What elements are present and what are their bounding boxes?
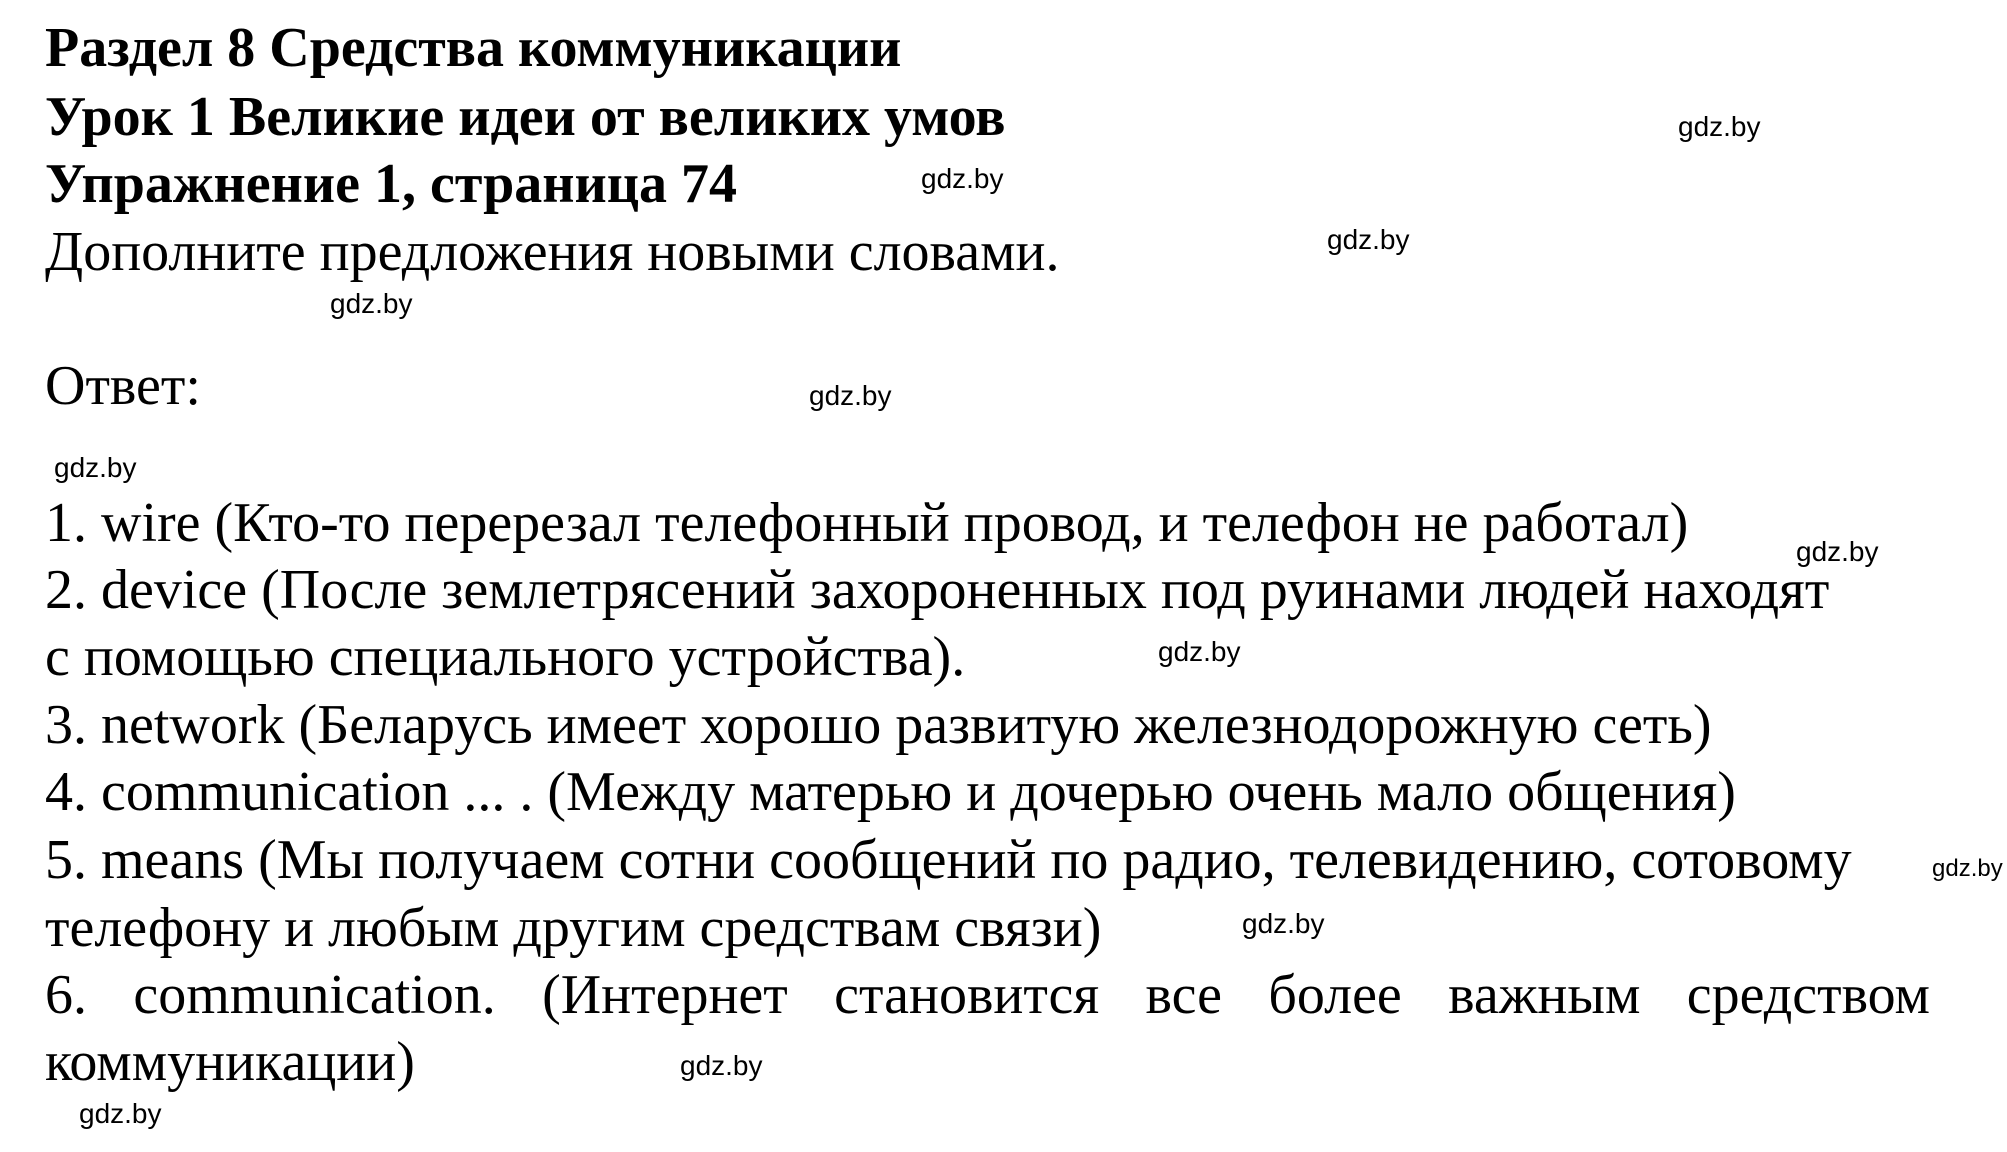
answer-line-5: 4. communication ... . (Между матерью и дочерью очень мало общения) <box>45 761 1736 823</box>
answer-line-2: 2. device (После землетрясений захороненных под руинами людей находят <box>45 559 1830 621</box>
watermark: gdz.by <box>1932 855 2003 882</box>
task-instruction: Дополните предложения новыми словами. <box>45 221 1060 283</box>
answer-line-4: 3. network (Беларусь имеет хорошо развитую железнодорожную сеть) <box>45 694 1712 756</box>
watermark: gdz.by <box>680 1050 763 1081</box>
answer-line-1: 1. wire (Кто-то перерезал телефонный провод, и телефон не работал) <box>45 492 1689 554</box>
watermark: gdz.by <box>79 1098 162 1129</box>
watermark: gdz.by <box>921 163 1004 194</box>
answer-line-7: телефону и любым другим средствам связи) <box>45 897 1102 959</box>
watermark: gdz.by <box>1678 111 1761 142</box>
watermark: gdz.by <box>1327 224 1410 255</box>
answer-line-3: с помощью специального устройства). <box>45 626 966 688</box>
watermark: gdz.by <box>809 380 892 411</box>
answer-line-8: 6. communication. (Интернет становится все более важным средством <box>45 964 1930 1026</box>
watermark: gdz.by <box>1158 636 1241 667</box>
answer-line-6: 5. means (Мы получаем сотни сообщений по радио, телевидению, сотовому <box>45 829 1852 891</box>
exercise-heading: Упражнение 1, страница 74 <box>45 153 738 215</box>
watermark: gdz.by <box>330 288 413 319</box>
section-heading: Раздел 8 Средства коммуникации <box>45 17 902 79</box>
watermark: gdz.by <box>54 452 137 483</box>
watermark: gdz.by <box>1242 908 1325 939</box>
answer-label: Ответ: <box>45 355 201 417</box>
answer-line-9: коммуникации) <box>45 1031 415 1093</box>
lesson-heading: Урок 1 Великие идеи от великих умов <box>45 86 1006 148</box>
watermark: gdz.by <box>1796 536 1879 567</box>
